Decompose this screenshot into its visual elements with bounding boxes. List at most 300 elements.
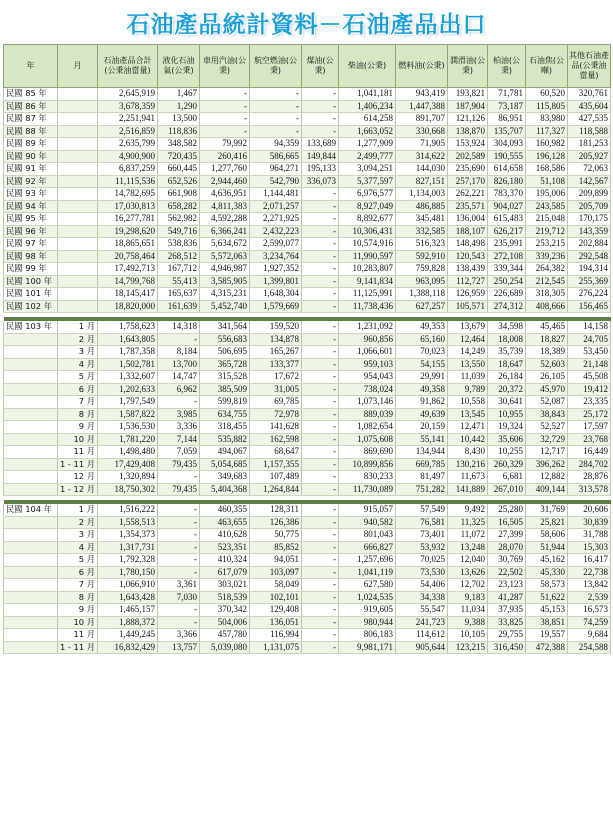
value-cell: 20,758,464: [98, 250, 158, 263]
value-cell: -: [302, 213, 339, 226]
value-cell: 1,465,157: [98, 604, 158, 617]
value-cell: 235,991: [488, 238, 526, 251]
table-row: [4, 371, 611, 384]
value-cell: 73,401: [396, 529, 448, 542]
value-cell: 54,406: [396, 579, 448, 592]
year-cell: 民國 95 年: [4, 213, 58, 226]
value-cell: 255,369: [568, 275, 611, 288]
table-row: [4, 300, 611, 313]
value-cell: 86,951: [488, 113, 526, 126]
value-cell: 1,663,052: [339, 125, 396, 138]
value-cell: 13,550: [448, 358, 488, 371]
year-cell: 民國 99 年: [4, 263, 58, 276]
value-cell: 20,159: [396, 421, 448, 434]
month-cell: [58, 100, 98, 113]
value-cell: 7,144: [158, 433, 200, 446]
value-cell: 18,647: [488, 358, 526, 371]
value-cell: -: [302, 88, 339, 101]
value-cell: 215,048: [526, 213, 568, 226]
value-cell: 2,944,460: [200, 175, 250, 188]
value-cell: 120,543: [448, 250, 488, 263]
value-cell: 45,970: [526, 383, 568, 396]
value-cell: 33,825: [488, 616, 526, 629]
value-cell: 535,882: [200, 433, 250, 446]
value-cell: 107,489: [250, 471, 302, 484]
value-cell: 396,262: [526, 458, 568, 471]
column-header: 石油焦(公噸): [526, 45, 568, 88]
value-cell: 45,330: [526, 566, 568, 579]
value-cell: 652,526: [158, 175, 200, 188]
value-cell: 1,758,623: [98, 321, 158, 333]
value-cell: 751,282: [396, 483, 448, 496]
value-cell: 187,904: [448, 100, 488, 113]
value-cell: 463,655: [200, 516, 250, 529]
value-cell: 264,382: [526, 263, 568, 276]
value-cell: -: [302, 321, 339, 333]
value-cell: -: [302, 200, 339, 213]
month-cell: [58, 200, 98, 213]
month-cell: [58, 150, 98, 163]
value-cell: 209,899: [568, 188, 611, 201]
value-cell: 27,399: [488, 529, 526, 542]
value-cell: 168,586: [526, 163, 568, 176]
value-cell: 51,622: [526, 591, 568, 604]
month-cell: [58, 288, 98, 301]
value-cell: 627,257: [396, 300, 448, 313]
value-cell: 143,359: [568, 225, 611, 238]
value-cell: 1,643,805: [98, 333, 158, 346]
month-cell: 3 月: [58, 529, 98, 542]
value-cell: 2,499,777: [339, 150, 396, 163]
value-cell: 13,679: [448, 321, 488, 333]
value-cell: 11,125,991: [339, 288, 396, 301]
value-cell: 94,051: [250, 554, 302, 567]
column-header: 月: [58, 45, 98, 88]
table-row: [4, 541, 611, 554]
value-cell: -: [302, 446, 339, 459]
value-cell: 915,057: [339, 504, 396, 516]
value-cell: 5,054,685: [200, 458, 250, 471]
value-cell: 235,690: [448, 163, 488, 176]
value-cell: 506,695: [200, 346, 250, 359]
value-cell: 2,516,859: [98, 125, 158, 138]
table-row: [4, 616, 611, 629]
value-cell: 341,564: [200, 321, 250, 333]
table-row: [4, 396, 611, 409]
value-cell: 9,684: [568, 629, 611, 642]
month-cell: 2 月: [58, 516, 98, 529]
year-cell: 民國 96 年: [4, 225, 58, 238]
value-cell: 370,342: [200, 604, 250, 617]
value-cell: 55,141: [396, 433, 448, 446]
value-cell: 435,604: [568, 100, 611, 113]
value-cell: 1,231,092: [339, 321, 396, 333]
value-cell: 827,151: [396, 175, 448, 188]
value-cell: 260,416: [200, 150, 250, 163]
value-cell: 504,006: [200, 616, 250, 629]
value-cell: 253,215: [526, 238, 568, 251]
table-row: [4, 188, 611, 201]
value-cell: 3,366: [158, 629, 200, 642]
value-cell: 190,555: [488, 150, 526, 163]
value-cell: 23,768: [568, 433, 611, 446]
table-row: [4, 125, 611, 138]
value-cell: -: [302, 250, 339, 263]
value-cell: 318,455: [200, 421, 250, 434]
value-cell: 105,571: [448, 300, 488, 313]
value-cell: 193,821: [448, 88, 488, 101]
table-row: [4, 458, 611, 471]
year-cell: 民國 103 年: [4, 321, 58, 333]
value-cell: 16,417: [568, 554, 611, 567]
value-cell: 2,432,223: [250, 225, 302, 238]
month-cell: 9 月: [58, 604, 98, 617]
value-cell: 3,336: [158, 421, 200, 434]
month-cell: [58, 88, 98, 101]
value-cell: 10,574,916: [339, 238, 396, 251]
value-cell: -: [158, 516, 200, 529]
value-cell: 1,134,003: [396, 188, 448, 201]
value-cell: 219,712: [526, 225, 568, 238]
value-cell: -: [302, 100, 339, 113]
month-cell: 10 月: [58, 433, 98, 446]
value-cell: 12,882: [526, 471, 568, 484]
column-header: 其他石油產品(公秉油當量): [568, 45, 611, 88]
month-cell: 9 月: [58, 421, 98, 434]
value-cell: 10,442: [448, 433, 488, 446]
month-cell: [58, 238, 98, 251]
year-cell: 民國 85 年: [4, 88, 58, 101]
value-cell: -: [158, 333, 200, 346]
value-cell: 79,435: [158, 483, 200, 496]
value-cell: 330,668: [396, 125, 448, 138]
value-cell: 52,603: [526, 358, 568, 371]
value-cell: -: [302, 263, 339, 276]
month-cell: 5 月: [58, 371, 98, 384]
value-cell: 12,717: [526, 446, 568, 459]
value-cell: 17,429,408: [98, 458, 158, 471]
value-cell: 4,592,288: [200, 213, 250, 226]
value-cell: 9,981,171: [339, 641, 396, 654]
value-cell: 2,599,077: [250, 238, 302, 251]
table-row: [4, 529, 611, 542]
year-cell: [4, 383, 58, 396]
month-cell: [58, 175, 98, 188]
value-cell: 45,465: [526, 321, 568, 333]
value-cell: 13,626: [448, 566, 488, 579]
value-cell: 345,481: [396, 213, 448, 226]
value-cell: 2,271,925: [250, 213, 302, 226]
value-cell: 272,108: [488, 250, 526, 263]
title-bar: [0, 0, 613, 44]
value-cell: 134,944: [396, 446, 448, 459]
value-cell: 627,580: [339, 579, 396, 592]
value-cell: 133,689: [302, 138, 339, 151]
table-row: [4, 641, 611, 654]
value-cell: 165,267: [250, 346, 302, 359]
value-cell: 549,716: [158, 225, 200, 238]
month-cell: 1 月: [58, 321, 98, 333]
value-cell: 134,878: [250, 333, 302, 346]
value-cell: 1,320,894: [98, 471, 158, 484]
year-cell: [4, 346, 58, 359]
table-row: [4, 263, 611, 276]
year-cell: [4, 458, 58, 471]
value-cell: 1,888,372: [98, 616, 158, 629]
value-cell: 20,606: [568, 504, 611, 516]
month-cell: [58, 263, 98, 276]
value-cell: 76,581: [396, 516, 448, 529]
table-row: [4, 483, 611, 496]
value-cell: 55,413: [158, 275, 200, 288]
value-cell: -: [302, 566, 339, 579]
value-cell: 60,520: [526, 88, 568, 101]
value-cell: 52,527: [526, 421, 568, 434]
year-cell: [4, 541, 58, 554]
value-cell: 1,558,513: [98, 516, 158, 529]
value-cell: 38,851: [526, 616, 568, 629]
month-cell: [58, 188, 98, 201]
table-row: [4, 504, 611, 516]
value-cell: 130,216: [448, 458, 488, 471]
column-header: 車用汽油(公秉): [200, 45, 250, 88]
value-cell: 538,836: [158, 238, 200, 251]
value-cell: 1,277,760: [200, 163, 250, 176]
value-cell: -: [302, 541, 339, 554]
value-cell: 38,843: [526, 408, 568, 421]
table-row: [4, 629, 611, 642]
value-cell: 1,354,373: [98, 529, 158, 542]
value-cell: 349,683: [200, 471, 250, 484]
value-cell: 12,702: [448, 579, 488, 592]
month-cell: 7 月: [58, 579, 98, 592]
value-cell: 276,224: [568, 288, 611, 301]
value-cell: 45,153: [526, 604, 568, 617]
value-cell: 1,388,118: [396, 288, 448, 301]
value-cell: 940,582: [339, 516, 396, 529]
value-cell: 1,144,481: [250, 188, 302, 201]
column-header: 燃料油(公秉): [396, 45, 448, 88]
value-cell: 268,512: [158, 250, 200, 263]
value-cell: 241,723: [396, 616, 448, 629]
value-cell: 5,572,063: [200, 250, 250, 263]
value-cell: 1,399,801: [250, 275, 302, 288]
value-cell: 8,430: [448, 446, 488, 459]
month-cell: 1 月: [58, 504, 98, 516]
column-header: 柴油(公秉): [339, 45, 396, 88]
value-cell: 121,126: [448, 113, 488, 126]
value-cell: 45,508: [568, 371, 611, 384]
value-cell: 31,788: [568, 529, 611, 542]
value-cell: 49,639: [396, 408, 448, 421]
value-cell: -: [302, 125, 339, 138]
table-row: [4, 288, 611, 301]
value-cell: 68,647: [250, 446, 302, 459]
value-cell: 115,805: [526, 100, 568, 113]
table-row: [4, 113, 611, 126]
value-cell: 30,769: [488, 554, 526, 567]
value-cell: 91,862: [396, 396, 448, 409]
value-cell: 161,639: [158, 300, 200, 313]
value-cell: 53,450: [568, 346, 611, 359]
value-cell: 17,030,813: [98, 200, 158, 213]
value-cell: 12,471: [448, 421, 488, 434]
value-cell: 73,187: [488, 100, 526, 113]
value-cell: 8,184: [158, 346, 200, 359]
year-cell: 民國 97 年: [4, 238, 58, 251]
value-cell: 4,900,900: [98, 150, 158, 163]
value-cell: -: [302, 358, 339, 371]
value-cell: 14,782,695: [98, 188, 158, 201]
value-cell: 133,377: [250, 358, 302, 371]
value-cell: 250,254: [488, 275, 526, 288]
value-cell: 118,588: [568, 125, 611, 138]
value-cell: 138,870: [448, 125, 488, 138]
value-cell: 518,539: [200, 591, 250, 604]
value-cell: 23,335: [568, 396, 611, 409]
year-cell: [4, 604, 58, 617]
value-cell: 51,944: [526, 541, 568, 554]
value-cell: -: [302, 504, 339, 516]
value-cell: 37,935: [488, 604, 526, 617]
month-cell: 12 月: [58, 471, 98, 484]
value-cell: 32,729: [526, 433, 568, 446]
year-cell: 民國 87 年: [4, 113, 58, 126]
value-cell: 162,598: [250, 433, 302, 446]
table-row: [4, 383, 611, 396]
value-cell: 6,366,241: [200, 225, 250, 238]
value-cell: -: [200, 100, 250, 113]
value-cell: 202,884: [568, 238, 611, 251]
value-cell: 35,739: [488, 346, 526, 359]
value-cell: 196,128: [526, 150, 568, 163]
month-cell: [58, 125, 98, 138]
table-row: [4, 433, 611, 446]
column-header: 柏油(公秉): [488, 45, 526, 88]
value-cell: -: [302, 346, 339, 359]
value-cell: 332,585: [396, 225, 448, 238]
value-cell: 28,070: [488, 541, 526, 554]
value-cell: 243,585: [526, 200, 568, 213]
value-cell: -: [158, 504, 200, 516]
value-cell: 1,202,633: [98, 383, 158, 396]
value-cell: 1,781,220: [98, 433, 158, 446]
value-cell: 365,728: [200, 358, 250, 371]
month-cell: [58, 300, 98, 313]
value-cell: 919,605: [339, 604, 396, 617]
value-cell: 254,588: [568, 641, 611, 654]
value-cell: 720,435: [158, 150, 200, 163]
value-cell: -: [302, 371, 339, 384]
value-cell: 79,992: [200, 138, 250, 151]
value-cell: 617,079: [200, 566, 250, 579]
value-cell: 1,066,910: [98, 579, 158, 592]
year-cell: [4, 333, 58, 346]
table-row: [4, 88, 611, 101]
value-cell: 6,976,577: [339, 188, 396, 201]
value-cell: 460,355: [200, 504, 250, 516]
value-cell: 30,641: [488, 396, 526, 409]
value-cell: 2,539: [568, 591, 611, 604]
value-cell: 267,010: [488, 483, 526, 496]
value-cell: 1,643,428: [98, 591, 158, 604]
table-row: [4, 566, 611, 579]
month-cell: [58, 213, 98, 226]
table-row: [4, 225, 611, 238]
value-cell: 658,282: [158, 200, 200, 213]
value-cell: 10,955: [488, 408, 526, 421]
value-cell: 52,087: [526, 396, 568, 409]
value-cell: 427,535: [568, 113, 611, 126]
year-cell: [4, 371, 58, 384]
value-cell: 1,449,245: [98, 629, 158, 642]
value-cell: -: [158, 554, 200, 567]
year-cell: [4, 471, 58, 484]
value-cell: 14,799,768: [98, 275, 158, 288]
value-cell: 16,505: [488, 516, 526, 529]
value-cell: -: [302, 113, 339, 126]
value-cell: 34,598: [488, 321, 526, 333]
value-cell: 19,298,620: [98, 225, 158, 238]
value-cell: 13,545: [448, 408, 488, 421]
value-cell: 141,628: [250, 421, 302, 434]
value-cell: -: [158, 566, 200, 579]
value-cell: -: [302, 529, 339, 542]
value-cell: 303,021: [200, 579, 250, 592]
value-cell: 963,095: [396, 275, 448, 288]
value-cell: 136,004: [448, 213, 488, 226]
value-cell: 274,312: [488, 300, 526, 313]
value-cell: 71,905: [396, 138, 448, 151]
year-cell: [4, 396, 58, 409]
value-cell: 13,700: [158, 358, 200, 371]
value-cell: -: [302, 408, 339, 421]
value-cell: 85,852: [250, 541, 302, 554]
year-cell: 民國 92 年: [4, 175, 58, 188]
value-cell: 167,712: [158, 263, 200, 276]
value-cell: 170,175: [568, 213, 611, 226]
value-cell: 10,105: [448, 629, 488, 642]
value-cell: 11,673: [448, 471, 488, 484]
value-cell: 314,622: [396, 150, 448, 163]
value-cell: 226,689: [488, 288, 526, 301]
value-cell: 13,757: [158, 641, 200, 654]
year-cell: [4, 421, 58, 434]
value-cell: 8,927,049: [339, 200, 396, 213]
table-row: [4, 250, 611, 263]
value-cell: 954,043: [339, 371, 396, 384]
value-cell: -: [302, 225, 339, 238]
value-cell: 339,236: [526, 250, 568, 263]
value-cell: 195,006: [526, 188, 568, 201]
value-cell: 1,516,222: [98, 504, 158, 516]
table-row: [4, 579, 611, 592]
value-cell: 65,160: [396, 333, 448, 346]
value-cell: 5,452,740: [200, 300, 250, 313]
value-cell: 19,324: [488, 421, 526, 434]
value-cell: 50,775: [250, 529, 302, 542]
column-header: 潤滑油(公秉): [448, 45, 488, 88]
value-cell: 18,750,302: [98, 483, 158, 496]
value-cell: 14,318: [158, 321, 200, 333]
month-cell: 5 月: [58, 554, 98, 567]
value-cell: -: [250, 113, 302, 126]
value-cell: 2,071,257: [250, 200, 302, 213]
year-cell: 民國 91 年: [4, 163, 58, 176]
value-cell: 194,314: [568, 263, 611, 276]
value-cell: 102,101: [250, 591, 302, 604]
value-cell: 118,836: [158, 125, 200, 138]
